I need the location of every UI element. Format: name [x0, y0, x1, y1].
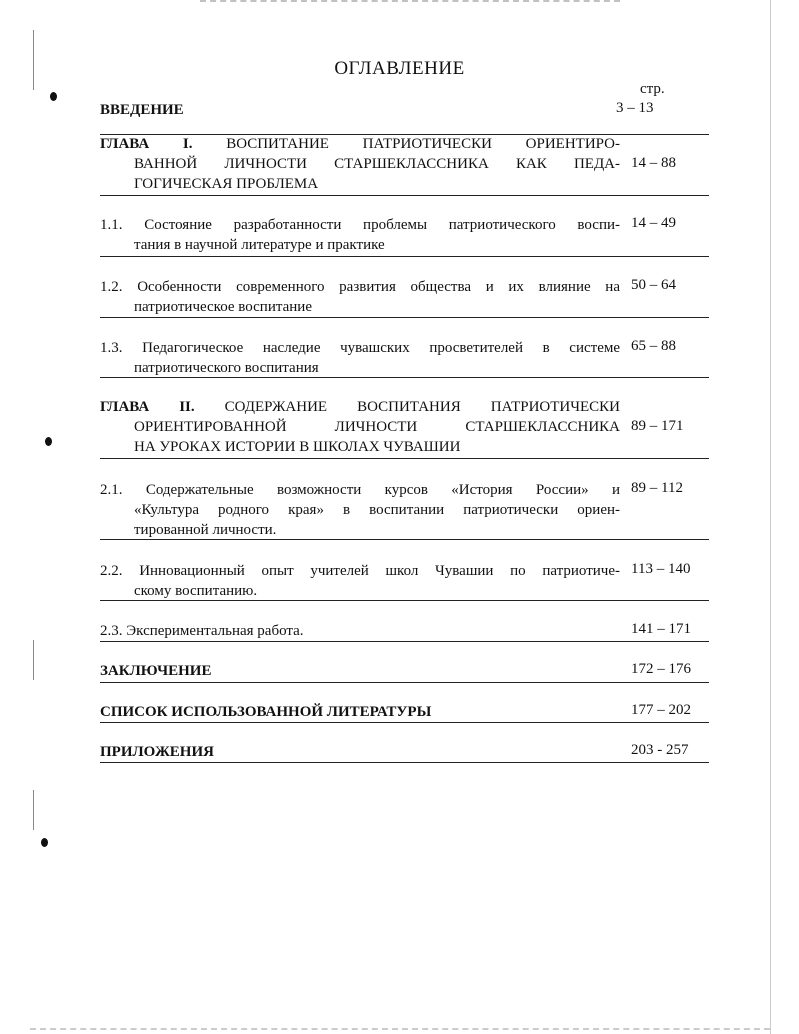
toc-entry-pages: 172 – 176	[631, 661, 691, 677]
toc-line: тированной личности.	[134, 522, 277, 538]
toc-line: Экспериментальная работа.	[126, 623, 304, 639]
toc-entry-pages: 50 – 64	[631, 277, 676, 293]
page-title: ОГЛАВЛЕНИЕ	[334, 58, 465, 79]
toc-entry-section-2-2[interactable]	[100, 561, 709, 601]
toc-entry-pages: 14 – 49	[631, 215, 676, 231]
toc-line: «Культура родного края» в воспитании патриотически ориен-	[134, 502, 620, 518]
toc-line: ВВЕДЕНИЕ	[100, 102, 184, 118]
chapter-label: ГЛАВА I.	[100, 136, 193, 152]
toc-entry-title	[100, 215, 620, 255]
toc-entry-pages: 177 – 202	[631, 702, 691, 718]
chapter-label: ГЛАВА II.	[100, 399, 195, 415]
toc-entry-bibliography[interactable]	[100, 702, 709, 723]
toc-entry-introduction[interactable]	[100, 98, 709, 135]
toc-entry-pages: 65 – 88	[631, 338, 676, 354]
toc-entry-title	[100, 277, 620, 317]
toc-line: ЗАКЛЮЧЕНИЕ	[100, 663, 212, 679]
scan-left-mark	[33, 640, 34, 680]
toc-line: ВАННОЙ ЛИЧНОСТИ СТАРШЕКЛАССНИКА КАК ПЕДА-	[134, 156, 620, 172]
scan-right-edge	[770, 0, 771, 1034]
page-column-label: стр.	[640, 81, 665, 97]
toc-entry-title	[100, 100, 620, 120]
toc-entry-title: 2.3. Экспериментальная работа.	[100, 623, 304, 639]
toc-entry-title	[100, 338, 620, 378]
toc-entry-appendices[interactable]	[100, 742, 709, 763]
scan-bottom-edge	[30, 1028, 770, 1030]
toc-line: 1.3. Педагогическое наследие чувашских просветителей в системе	[100, 340, 621, 356]
binder-hole-mark	[50, 92, 57, 101]
toc-entry-title	[100, 397, 620, 457]
toc-entry-title	[100, 480, 620, 540]
toc-entry-pages: 113 – 140	[631, 561, 691, 577]
toc-entry-pages: 3 – 13	[616, 100, 654, 116]
toc-entry-section-2-1[interactable]	[100, 480, 709, 540]
binder-hole-mark	[41, 838, 48, 847]
binder-hole-mark	[45, 437, 52, 446]
toc-entry-title	[100, 561, 620, 601]
toc-line: ГЛАВА I. ВОСПИТАНИЕ ПАТРИОТИЧЕСКИ ОРИЕНТИРО-	[100, 136, 620, 152]
scan-top-edge	[200, 0, 620, 2]
toc-line: тания в научной литературе и практике	[134, 237, 385, 253]
toc-line: НА УРОКАХ ИСТОРИИ В ШКОЛАХ ЧУВАШИИ	[134, 439, 461, 455]
toc-line: скому воспитанию.	[134, 583, 258, 599]
toc-line: ГЛАВА II. СОДЕРЖАНИЕ ВОСПИТАНИЯ ПАТРИОТИЧЕСКИ	[100, 399, 620, 415]
toc-line: 2.1. Содержательные возможности курсов «История России» и	[100, 482, 620, 498]
toc-entry-section-1-3[interactable]	[100, 338, 709, 378]
toc-entry-title	[100, 134, 620, 194]
toc-entry-pages: 203 - 257	[631, 742, 689, 758]
toc-line: ОРИЕНТИРОВАННОЙ ЛИЧНОСТИ СТАРШЕКЛАССНИКА	[134, 419, 620, 435]
toc-entry-section-1-1[interactable]	[100, 215, 709, 257]
toc-line: ГОГИЧЕСКАЯ ПРОБЛЕМА	[134, 176, 319, 192]
toc-line: ПРИЛОЖЕНИЯ	[100, 744, 214, 760]
toc-line: 1.1. Состояние разработанности проблемы патриотического воспи-	[100, 217, 620, 233]
toc-entry-title	[100, 702, 620, 722]
toc-entry-title	[100, 742, 620, 762]
toc-entry-pages: 141 – 171	[631, 621, 691, 637]
toc-entry-chapter-2[interactable]	[100, 397, 709, 459]
toc-line: патриотического воспитания	[134, 360, 319, 376]
toc-line: 2.2. Инновационный опыт учителей школ Чувашии по патриотиче-	[100, 563, 620, 579]
toc-entry-section-1-2[interactable]	[100, 277, 709, 318]
toc-entry-title	[100, 661, 620, 681]
toc-entry-pages: 89 – 112	[631, 480, 683, 496]
scan-left-mark	[33, 790, 34, 830]
toc-line: СПИСОК ИСПОЛЬЗОВАННОЙ ЛИТЕРАТУРЫ	[100, 704, 432, 720]
toc-entry-chapter-1[interactable]	[100, 134, 709, 196]
toc-line: патриотическое воспитание	[134, 299, 312, 315]
toc-entry-section-2-3[interactable]	[100, 621, 709, 642]
toc-line: 1.2. Особенности современного развития общества и их влияние на	[100, 279, 620, 295]
toc-entry-pages: 89 – 171	[631, 418, 684, 434]
toc-entry-pages: 14 – 88	[631, 155, 676, 171]
toc-entry-conclusion[interactable]	[100, 661, 709, 683]
